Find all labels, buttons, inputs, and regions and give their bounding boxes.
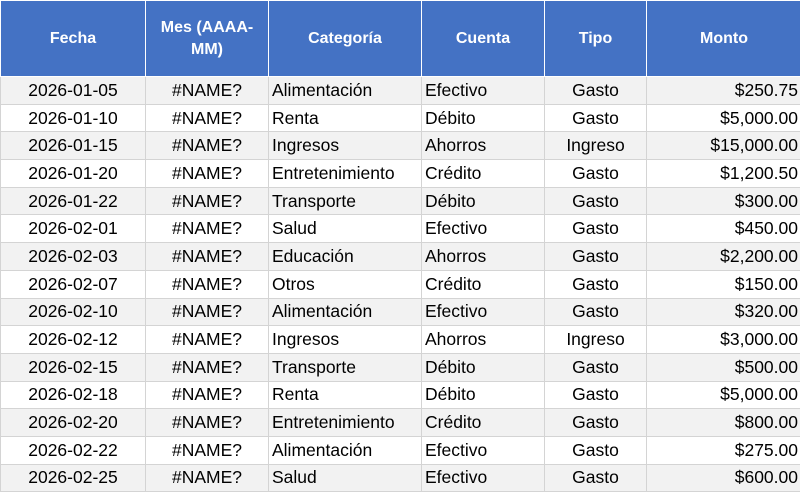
cell-tipo[interactable]: Gasto xyxy=(545,77,647,105)
cell-monto[interactable]: $250.75 xyxy=(647,77,800,105)
cell-categoria[interactable]: Renta xyxy=(269,104,422,132)
table-row xyxy=(1,104,800,132)
cell-categoria[interactable]: Transporte xyxy=(269,353,422,381)
cell-cuenta[interactable]: Débito xyxy=(422,381,545,409)
cell-categoria[interactable]: Alimentación xyxy=(269,77,422,105)
cell-fecha[interactable]: 2026-02-20 xyxy=(1,409,146,437)
cell-mes[interactable]: #NAME? xyxy=(146,464,269,492)
cell-cuenta[interactable]: Ahorros xyxy=(422,132,545,160)
cell-cuenta[interactable]: Crédito xyxy=(422,160,545,188)
cell-mes[interactable]: #NAME? xyxy=(146,436,269,464)
table-row xyxy=(1,243,800,271)
cell-monto[interactable]: $2,200.00 xyxy=(647,243,800,271)
cell-cuenta[interactable]: Efectivo xyxy=(422,436,545,464)
cell-monto[interactable]: $5,000.00 xyxy=(647,104,800,132)
cell-cuenta[interactable]: Efectivo xyxy=(422,298,545,326)
cell-fecha[interactable]: 2026-02-10 xyxy=(1,298,146,326)
column-header-cuenta[interactable]: Cuenta xyxy=(422,1,545,77)
cell-cuenta[interactable]: Débito xyxy=(422,187,545,215)
column-header-monto[interactable]: Monto xyxy=(647,1,800,77)
cell-tipo[interactable]: Ingreso xyxy=(545,132,647,160)
cell-categoria[interactable]: Renta xyxy=(269,381,422,409)
cell-fecha[interactable]: 2026-02-03 xyxy=(1,243,146,271)
cell-fecha[interactable]: 2026-02-12 xyxy=(1,326,146,354)
table-row xyxy=(1,409,800,437)
cell-categoria[interactable]: Alimentación xyxy=(269,436,422,464)
cell-fecha[interactable]: 2026-02-15 xyxy=(1,353,146,381)
cell-categoria[interactable]: Alimentación xyxy=(269,298,422,326)
table-row xyxy=(1,215,800,243)
cell-fecha[interactable]: 2026-01-22 xyxy=(1,187,146,215)
cell-fecha[interactable]: 2026-02-22 xyxy=(1,436,146,464)
table-row xyxy=(1,298,800,326)
cell-fecha[interactable]: 2026-01-15 xyxy=(1,132,146,160)
column-header-tipo[interactable]: Tipo xyxy=(545,1,647,77)
cell-mes[interactable]: #NAME? xyxy=(146,409,269,437)
cell-tipo[interactable]: Gasto xyxy=(545,353,647,381)
cell-tipo[interactable]: Gasto xyxy=(545,160,647,188)
cell-categoria[interactable]: Salud xyxy=(269,464,422,492)
cell-mes[interactable]: #NAME? xyxy=(146,381,269,409)
cell-cuenta[interactable]: Crédito xyxy=(422,409,545,437)
column-header-fecha[interactable]: Fecha xyxy=(1,1,146,77)
cell-mes[interactable]: #NAME? xyxy=(146,243,269,271)
cell-fecha[interactable]: 2026-02-07 xyxy=(1,270,146,298)
cell-monto[interactable]: $300.00 xyxy=(647,187,800,215)
cell-mes[interactable]: #NAME? xyxy=(146,298,269,326)
cell-categoria[interactable]: Educación xyxy=(269,243,422,271)
cell-fecha[interactable]: 2026-02-18 xyxy=(1,381,146,409)
cell-mes[interactable]: #NAME? xyxy=(146,353,269,381)
cell-mes[interactable]: #NAME? xyxy=(146,187,269,215)
cell-mes[interactable]: #NAME? xyxy=(146,132,269,160)
cell-cuenta[interactable]: Débito xyxy=(422,353,545,381)
table-row xyxy=(1,464,800,492)
cell-mes[interactable]: #NAME? xyxy=(146,104,269,132)
cell-fecha[interactable]: 2026-01-10 xyxy=(1,104,146,132)
cell-tipo[interactable]: Gasto xyxy=(545,215,647,243)
cell-cuenta[interactable]: Efectivo xyxy=(422,215,545,243)
cell-mes[interactable]: #NAME? xyxy=(146,215,269,243)
cell-tipo[interactable]: Gasto xyxy=(545,436,647,464)
cell-monto[interactable]: $15,000.00 xyxy=(647,132,800,160)
table-row xyxy=(1,132,800,160)
cell-tipo[interactable]: Gasto xyxy=(545,298,647,326)
cell-monto[interactable]: $450.00 xyxy=(647,215,800,243)
cell-tipo[interactable]: Gasto xyxy=(545,104,647,132)
table-row xyxy=(1,326,800,354)
cell-cuenta[interactable]: Ahorros xyxy=(422,243,545,271)
table-row xyxy=(1,187,800,215)
cell-categoria[interactable]: Otros xyxy=(269,270,422,298)
cell-mes[interactable]: #NAME? xyxy=(146,326,269,354)
cell-tipo[interactable]: Gasto xyxy=(545,381,647,409)
cell-mes[interactable]: #NAME? xyxy=(146,160,269,188)
column-header-categoria[interactable]: Categoría xyxy=(269,1,422,77)
column-header-mes[interactable]: Mes (AAAA-MM) xyxy=(146,1,269,77)
cell-tipo[interactable]: Gasto xyxy=(545,270,647,298)
cell-mes[interactable]: #NAME? xyxy=(146,270,269,298)
cell-cuenta[interactable]: Crédito xyxy=(422,270,545,298)
table-row xyxy=(1,381,800,409)
cell-monto[interactable]: $275.00 xyxy=(647,436,800,464)
cell-tipo[interactable]: Ingreso xyxy=(545,326,647,354)
cell-cuenta[interactable]: Efectivo xyxy=(422,464,545,492)
cell-monto[interactable]: $320.00 xyxy=(647,298,800,326)
table-row xyxy=(1,77,800,105)
cell-categoria[interactable]: Entretenimiento xyxy=(269,409,422,437)
cell-monto[interactable]: $150.00 xyxy=(647,270,800,298)
cell-monto[interactable]: $3,000.00 xyxy=(647,326,800,354)
cell-cuenta[interactable]: Débito xyxy=(422,104,545,132)
table-row xyxy=(1,270,800,298)
cell-monto[interactable]: $500.00 xyxy=(647,353,800,381)
cell-categoria[interactable]: Entretenimiento xyxy=(269,160,422,188)
cell-tipo[interactable]: Gasto xyxy=(545,409,647,437)
cell-monto[interactable]: $800.00 xyxy=(647,409,800,437)
cell-categoria[interactable]: Transporte xyxy=(269,187,422,215)
table-row xyxy=(1,160,800,188)
cell-mes[interactable]: #NAME? xyxy=(146,77,269,105)
header-row xyxy=(1,1,800,77)
cell-fecha[interactable]: 2026-02-01 xyxy=(1,215,146,243)
cell-monto[interactable]: $1,200.50 xyxy=(647,160,800,188)
cell-categoria[interactable]: Ingresos xyxy=(269,132,422,160)
cell-cuenta[interactable]: Efectivo xyxy=(422,77,545,105)
cell-fecha[interactable]: 2026-02-25 xyxy=(1,464,146,492)
cell-tipo[interactable]: Gasto xyxy=(545,187,647,215)
cell-tipo[interactable]: Gasto xyxy=(545,243,647,271)
cell-categoria[interactable]: Ingresos xyxy=(269,326,422,354)
cell-cuenta[interactable]: Ahorros xyxy=(422,326,545,354)
cell-categoria[interactable]: Salud xyxy=(269,215,422,243)
cell-monto[interactable]: $600.00 xyxy=(647,464,800,492)
cell-fecha[interactable]: 2026-01-05 xyxy=(1,77,146,105)
cell-tipo[interactable]: Gasto xyxy=(545,464,647,492)
cell-monto[interactable]: $5,000.00 xyxy=(647,381,800,409)
table-row xyxy=(1,353,800,381)
cell-fecha[interactable]: 2026-01-20 xyxy=(1,160,146,188)
table-row xyxy=(1,436,800,464)
